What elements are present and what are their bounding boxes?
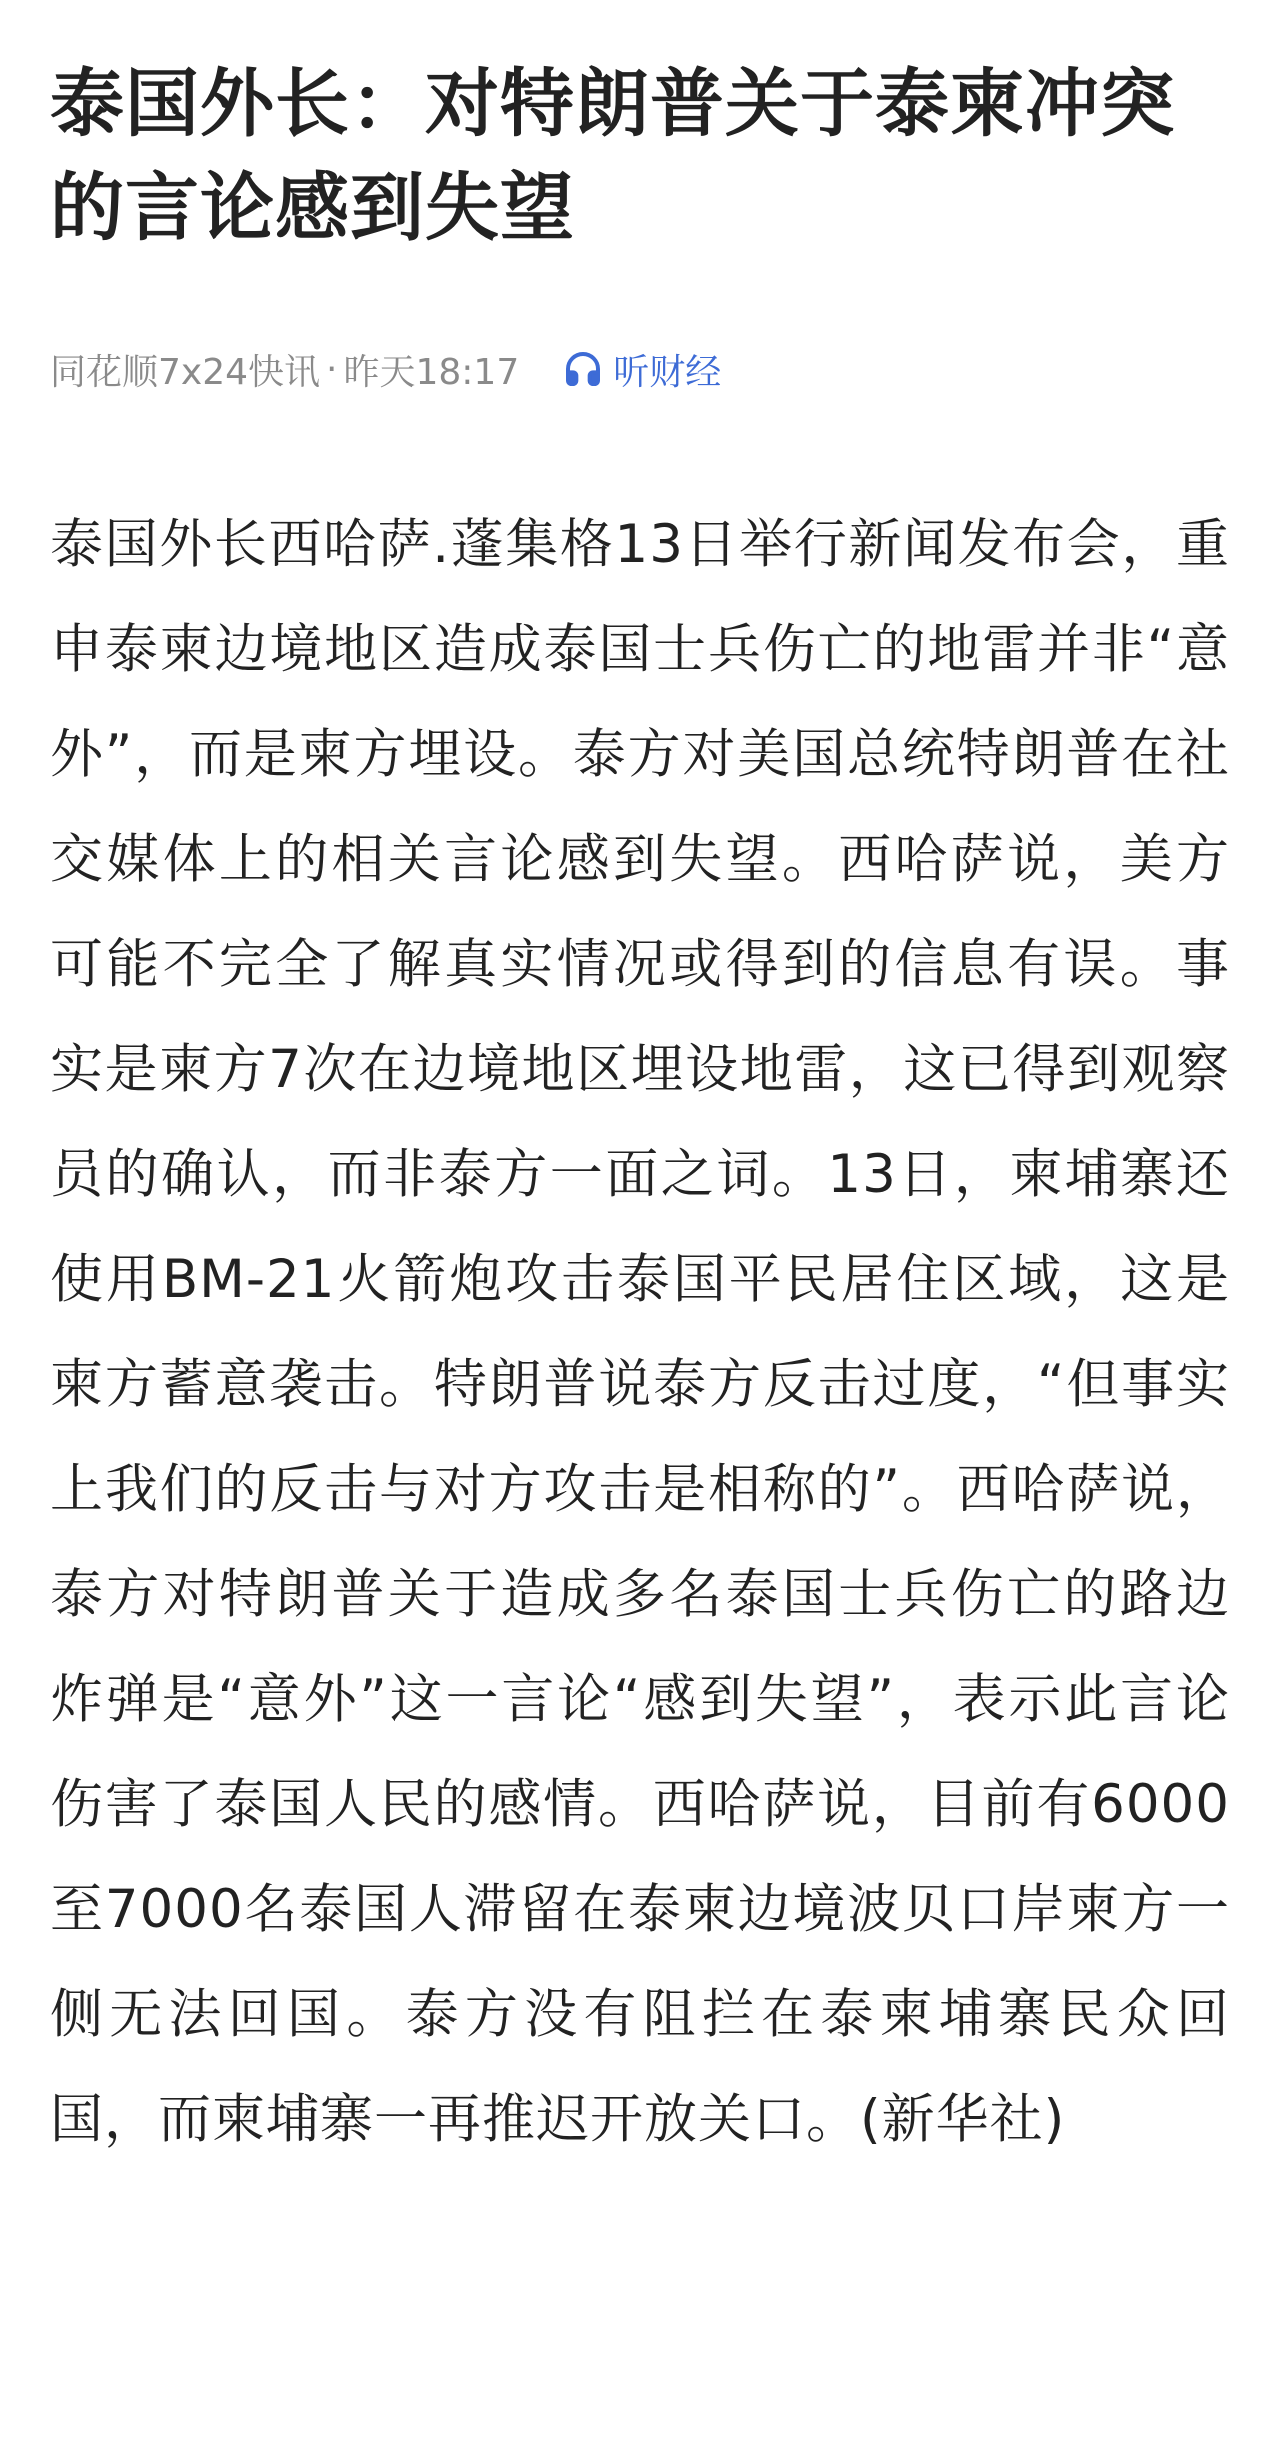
- listen-label: 听财经: [613, 351, 722, 393]
- article-body: 泰国外长西哈萨.蓬集格13日举行新闻发布会，重申泰柬边境地区造成泰国士兵伤亡的地雷并非“意外”，而是柬方埋设。泰方对美国总统特朗普在社交媒体上的相关言论感到失望。西哈萨说，美方可能不完全了解真实情况或得到的信息有误。事实是柬方7次在边境地区埋设地雷，这已得到观察员的确认，而非泰方一面之词。13日，柬埔寨还使用BM-21火箭炮攻击泰国平民居住区域，这是柬方蓄意袭击。特朗普说泰方反击过度，“但事实上我们的反击与对方攻击是相称的”。西哈萨说，泰方对特朗普关于造成多名泰国士兵伤亡的路边炸弹是“意外”这一言论“感到失望”，表示此言论伤害了泰国人民的感情。西哈萨说，目前有6000至7000名泰国人滞留在泰柬边境波贝口岸柬方一侧无法回国。泰方没有阻拦在泰柬埔寨民众回国，而柬埔寨一再推迟开放关口。(新华社): [50, 514, 1230, 2150]
- listen-button[interactable]: [563, 344, 721, 395]
- article-meta: [50, 344, 1230, 394]
- article-time: 昨天18:17: [343, 351, 520, 393]
- article-source[interactable]: 同花顺7x24快讯: [50, 351, 321, 393]
- headphones-icon: [563, 349, 603, 389]
- article: [50, 0, 1230, 2172]
- article-title: 泰国外长：对特朗普关于泰柬冲突的言论感到失望: [50, 61, 1175, 251]
- meta-separator: ·: [326, 348, 338, 390]
